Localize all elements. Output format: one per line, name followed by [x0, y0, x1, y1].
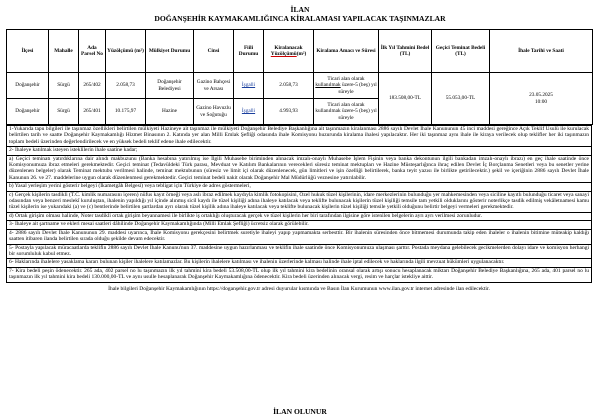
cell-ada-parsel: 265/402 [79, 73, 106, 99]
table-row [7, 73, 593, 99]
table-header-row [7, 30, 593, 73]
rule-7: 7- Kira bedeli peşin ödenecektir. 265 ada, 402 parsel no lu taşınmazın ilk yıl tahmini kira bedeli 53.508,00-TL olup ilk yıl tahmini kira bedelinin oransal olarak artışı sonucu hesaplanacak miktarı Doğanşehir Belediye Başkanlığına, 265 ada, 401 parsel no lu taşınmazın ilk yıl tahmini kira bedeli 130.000,00-TL ve aynı usulle hesaplanarak Doğanşehir Kaymakamlığına ödenecektir. Kira bedeli üzerinden alınacak vergi, resim ve harçlar istekliye aittir. [6, 268, 592, 283]
cell-kiralanacak: 4.993,93 [264, 99, 314, 125]
notice-subtitle: DOĞANŞEHİR KAYMAKAMLIĞINCA KİRALAMASI YAPILACAK TAŞINMAZLAR [154, 14, 446, 23]
cell-mulkiyet: Doğanşehir Belediyesi [146, 73, 194, 99]
cell-fiili: İşgalli [234, 73, 264, 99]
notice-header [6, 0, 594, 23]
notice-footer: İLAN OLUNUR [273, 407, 327, 416]
header-yuzolcumu: Yüzölçümü (m²) [106, 30, 146, 73]
header-ihale-tarihi: İhale Tarihi ve Saati [490, 30, 593, 73]
publication-note: İhale bilgileri Doğanşehir Kaymakamlığının https://doganşehir.gov.tr adresi duyurular kısmında ve Basın İlan Kurumunun www.ilan.gov.tr internet adresinde ilan edilecektir. [108, 285, 490, 292]
cell-amac: Ticari alan olarak kullanılmak üzere-5 (beş) yıl süreyle [314, 99, 379, 125]
rule-3: 3- İhaleye ait şartname ve ekleri mesai saatleri dâhilinde Doğanşehir Kaymakamlığında (Milli Emlak Şefliği) ücretsiz olarak görülebilir. [6, 221, 592, 229]
header-ilce: İlçesi [7, 30, 49, 73]
cell-cinsi: Gazino Bahçesi ve Arsası [194, 73, 234, 99]
rule-b: b) Yasal yerleşim yerini gösterir belgeyi (İkametgâh Belgesi) veya tebligat için Türkiye de adres göstermeleri, [6, 183, 592, 191]
rule-4: 4- 2886 sayılı Devlet İhale Kanununun 29. maddesi uyarınca, İhale Komisyonu gerekçesini belirtmek suretiyle ihaleyi yapıp yapmamakta serbesttir. Bir ihalenin süresinden önce bitmemesi durumunda takip eden ihaleler o ihalenin bitimine müteakip kaldığı saatten itibaren ilanda belirtilen sırada olduğu şekilde devam edecektir. [6, 230, 592, 245]
cell-ilce: Doğanşehir [7, 73, 49, 99]
cell-mahalle: Sürgü [49, 99, 79, 125]
amac-b: kullanılmak [315, 82, 341, 89]
cell-mulkiyet: Hazine [146, 99, 194, 125]
header-kiralanacak [264, 30, 314, 73]
header-tahmini-bedel: İlk Yıl Tahmini Bedel (TL) [379, 30, 432, 73]
amac-a: Ticari alan olarak [327, 76, 365, 83]
notice-title: İLAN [290, 5, 310, 14]
cell-fiili: İşgalli [234, 99, 264, 125]
property-table [6, 29, 593, 125]
rule-c: c) Gerçek kişilerin tasdikli (T.C. kimlik numarasını içeren) nüfus kayıt örneği veya aslı ibraz edilmek kaydıyla kimlik fotokopisini, Özel hukuk tüzel kişilerinin, idare merkezlerinin bulunduğu yer mahkemesinden veya siciline kayıtlı bulunduğu ticaret veya sanayi odasından veya benzeri meslekî kuruluştan, ihalenin yapıldığı yıl içinde alınmış sicil kaydı ile tüzel kişiliği adına ihaleye katılacak veya teklifte bulunacak kişilerin tüzel kişiliği temsile tam yetkili olduklarını gösterir noterlikçe tasdik edilmiş vekâletnamesi kamu tüzel kişilerin ise yukarıdaki (a) ve (c) bentlerinde belirtilen şartlardan ayrı olarak tüzel kişilik adına ihaleye katılacak veya teklifte bulunacak kişilerin tüzel kişiliği temsile yetkili olduğunu belirtir belgeyi vermeleri gerekmektedir. [6, 192, 592, 213]
cell-ihale-tarihi [490, 73, 593, 125]
ihale-time: 10:00 [534, 98, 548, 105]
cell-yuzolcumu: 10.175,97 [106, 99, 146, 125]
cell-mahalle: Sürgü [49, 73, 79, 99]
rule-1: 1-Yukarıda tapu bilgileri ile taşınmaz özellikleri belirtilen mülkiyeti Hazineye ait taşınmaz ile mülkiyeti Doğanşehir Belediye Başkanlığına ait taşınmazın kiralanması 2886 sayılı Devlet İhale Kanununun 45 inci maddesi gereğince Açık Teklif Usulü ile kurulacak belirtilen tarih ve saatte Doğanşehir Kaymakamlığı Hizmet Binasının 2. Katında yer alan Milli Emlak Şefliği odasında ihale Komisyonu huzurunda kiralama ihalesi yapılacaktır. Her iki taşınmaz aynı ihale ile kiraya verilecek olup teklifler her iki taşınmazın toplam bedeli üzerinden değerlendirilecek ve en yüksek bedeli teklif edene ihale edilecektir. [6, 125, 592, 147]
header-mahalle: Mahalle [49, 30, 79, 73]
header-amac: Kiralama Amacı ve Süresi [314, 30, 379, 73]
header-kiralanacak-b: Yüzölçümü [270, 51, 297, 57]
header-kiralanacak-c: (m²) [296, 51, 307, 57]
cell-cinsi: Gazino Havuzlu ve Soğutuğu [194, 99, 234, 125]
amac-c: üzere-5 (beş) yıl süreyle [338, 82, 377, 95]
cell-ilce: Doğanşehir [7, 99, 49, 125]
header-kiralanacak-a: Kiralanacak [274, 44, 303, 51]
header-cinsi: Cinsi [194, 30, 234, 73]
header-teminat: Geçici Teminat Bedeli (TL) [432, 30, 490, 73]
cell-teminat: 55.053,00-TL [432, 73, 490, 125]
rule-2: 2- İhaleye katılmak isteyen isteklilerin ihale saatine kadar; [6, 147, 592, 155]
rule-a: a) Geçici teminatı yatırdıklarına dair alındı makbuzunu (Banka hesabına yatırılmış ise İlgili Muhasebe biriminden alınacak imzalı-onaylı Muhasebe İşlem Fişinin veya banka dekontunun ilgili bankadan imzalı-onaylı ibrazı) en geç ihale saatinde önce Komisyonumuza ibraz etmeleri gerekmektedir. Geçici teminat (Tedavüldeki Türk parası, Mevduat ve Katılım Bankalarının verecekleri süresiz teminat mektupları ve Hazine Müsteşarlığınca ihraç edilen Devlet İç Borçlanma Senetleri veya bu senetler yerine düzenlenen belgeler) olarak Teminat mektubu verilmesi halinde, teminat mektubunun (süresiz ve limit içi olarak düzenlenecek, gün limitleri ve işin özelliği belirtilerek, banka teyit yazısı ile birlikte getirilecektir.) şekil ve içeriğinin 2886 sayılı Devlet İhale Kanunun 26. ve 27. maddelerine uygun olarak düzenlenmesi gerekmektedir. Geçici teminat bedeli nakit olarak Doğanşehir Mal Müdürlüğü veznesine yatırılabilir. [6, 156, 592, 184]
cell-tahmini-bedel: 183.508,00-TL [379, 73, 432, 125]
ihale-date: 23.05.2025 [529, 92, 553, 99]
rule-6: 6- Haklarında ihalelere yasaklama kararı bulunan kişiler ihalelere katılamazlar. Bu kişilerin ihalelere katılması ve ihalenin üzerlerinde kalması halinde ihale iptal edilecek ve haklarında ilgili mevzuat hükümleri uygulanacaktır. [6, 259, 592, 267]
rule-5: 5- Postayla yapılacak müracaatlarda teklifin 2886 sayılı Devlet İhale Kanunu'nun 37. maddesine uygun hazırlanması ve teklifin ihale saatinde önce Komisyonumuza ulaşması şarttır. Postada meydana gelebilecek gecikmelerden dolayı idare ve komisyon herhangi bir sorumluluk kabul etmez. [6, 245, 592, 260]
cell-kiralanacak: 2.058,73 [264, 73, 314, 99]
header-mulkiyet: Mülkiyet Durumu [146, 30, 194, 73]
rule-d: d) Ortak girişim olması halinde, Noter tasdikli ortak girişim beyannamesi ile birlikte iş ortaklığı oluşturacak gerçek ve tüzel kişilerin her biri tarafından ilgisine göre istenilen belgelerin ayrı ayrı verilmesi zorunludur. [6, 213, 592, 221]
cell-amac [314, 73, 379, 99]
header-ada-parsel: Ada Parsel No [79, 30, 106, 73]
cell-yuzolcumu: 2.058,73 [106, 73, 146, 99]
cell-ada-parsel: 265/401 [79, 99, 106, 125]
header-fiili: Fiili Durumu [234, 30, 264, 73]
